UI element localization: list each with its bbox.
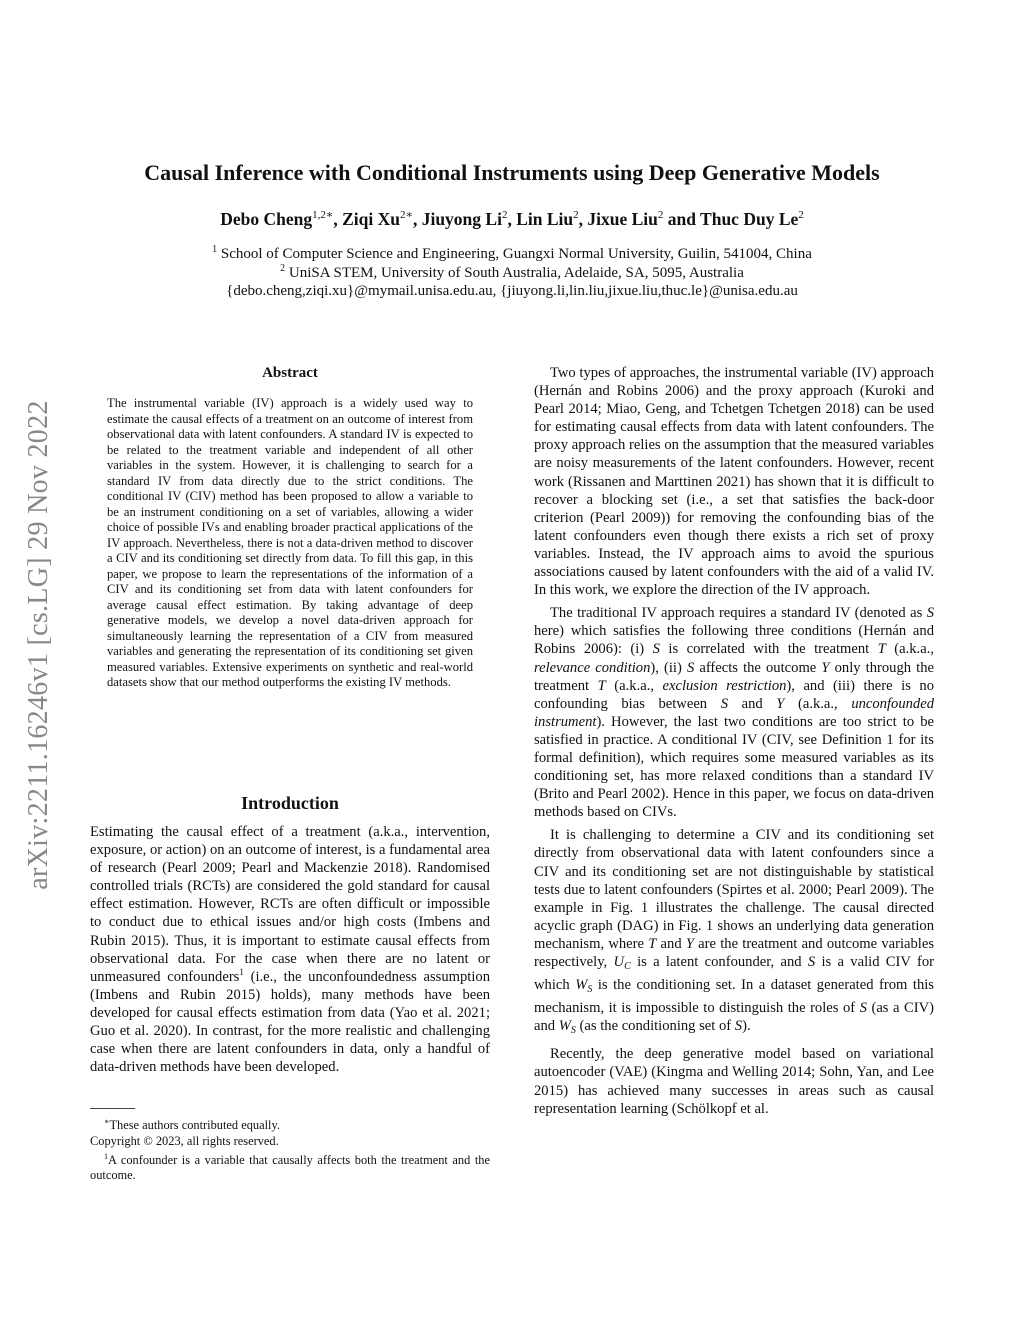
footnote-1 <box>90 1149 490 1184</box>
math-symbol: W <box>558 1018 571 1035</box>
body-text: It is challenging to determine a CIV and its conditioning set directly from observational data with latent confounders since a CIV and its conditioning set are not distinguishable by statistical tests due to latent confounders (Spirtes et al. 2000; Pearl 2009). The example in Fig. 1 illustrates the challenge. The causal directed acyclic graph (DAG) in Fig. 1 shows an underlying data generation mechanism, where <box>534 827 934 952</box>
author-affil-mark: 2 <box>657 209 664 221</box>
paper-title: Causal Inference with Conditional Instruments using Deep Generative Models <box>144 160 880 185</box>
body-paragraph <box>534 826 934 1040</box>
math-symbol: S <box>652 641 660 658</box>
introduction-text: (i.e., the unconfoundedness assumption (Imbens and Rubin 2015) holds), many methods have been developed for causal effects estimation from data (Yao et al. 2021; Guo et al. 2020). In contrast, for the more realistic and challenging case when there are latent confounders in data, only a handful of data-driven methods have been developed. <box>90 968 491 1076</box>
math-symbol: S <box>807 954 816 970</box>
author-name: , Jiuyong Li <box>412 208 502 229</box>
affiliation-text: UniSA STEM, University of South Australia, Adelaide, SA, 5095, Australia <box>285 265 744 281</box>
author-emails: {debo.cheng,ziqi.xu}@mymail.unisa.edu.au, {jiuyong.li,lin.liu,jixue.liu,thuc.le}@unisa.edu.au <box>226 283 798 299</box>
body-text: is correlated with the treatment <box>659 641 878 658</box>
math-symbol: T <box>877 641 886 658</box>
body-text: are the treatment and outcome variables respectively, <box>534 935 935 970</box>
arxiv-identifier-text: arXiv:2211.16246v1 [cs.LG] 29 Nov 2022 <box>23 400 54 890</box>
emphasis-text: exclusion restriction <box>662 677 787 694</box>
author-affil-mark: 2∗ <box>399 209 413 221</box>
body-text: and <box>728 695 777 712</box>
body-paragraph <box>534 604 934 821</box>
copyright-notice: Copyright © 2023, all rights reserved. <box>90 1133 279 1148</box>
math-symbol: T <box>648 935 657 952</box>
body-text: only through the treatment <box>534 659 934 694</box>
math-subscript: C <box>624 961 631 972</box>
author-affil-mark: 2 <box>798 209 804 221</box>
footnote-divider <box>90 1108 135 1109</box>
math-symbol: Y <box>685 935 694 952</box>
author-name: Debo Cheng <box>220 208 313 229</box>
body-paragraph: Recently, the deep generative model based on variational autoencoder (VAE) (Kingma and Welling 2014; Sohn, Yan, and Lee 2015) has achieved many successes in areas such as causal representation learning (Schölkopf et al. <box>534 1046 934 1117</box>
body-text: here) which satisfies the following three conditions (Hernán and Robins 2006): (i) <box>534 623 934 658</box>
math-subscript: S <box>587 984 593 996</box>
math-symbol: S <box>686 659 695 676</box>
affiliation-text: School of Computer Science and Engineering, Guangxi Normal University, Guilin, 541004, China <box>217 246 812 262</box>
body-text: ). <box>742 1018 751 1035</box>
affiliation-mark: 2 <box>280 263 286 274</box>
body-text: (a.k.a., <box>885 641 934 658</box>
body-text: ). However, the last two conditions are too strict to be satisfied in practice. A conditional IV (CIV, see Definition 1 for its formal definition), which requires some measured variables as its conditioning set, has more relaxed conditions than a standard IV (Brito and Pearl 2002). Hence in this paper, we focus on data-driven methods based on CIVs. <box>534 713 934 821</box>
author-name: and Thuc Duy Le <box>663 208 799 229</box>
affiliation-1 <box>60 244 964 263</box>
footnote-mark: ∗ <box>104 1117 110 1126</box>
footnote-text: These authors contributed equally. <box>109 1118 280 1133</box>
author-name: , Jixue Liu <box>578 208 658 229</box>
affiliation-2 <box>60 263 964 282</box>
footnotes <box>90 1114 490 1184</box>
author-affil-mark: 2 <box>501 209 508 221</box>
emphasis-text: unconfounded instrument <box>534 695 934 730</box>
author-list <box>60 208 964 230</box>
arxiv-identifier <box>14 345 64 945</box>
body-text: (a.k.a., <box>605 677 663 694</box>
right-column <box>534 364 934 1123</box>
introduction-text: Estimating the causal effect of a treatment (a.k.a., intervention, exposure, or action) on an outcome of interest, is a fundamental area of research (Pearl 2009; Pearl and Mackenzie 2018). Randomised controlled trials (RCTs) are considered the gold standard for causal effect estimation. However, RCTs are often difficult or impossible to conduct due to ethical issues and/or high costs (Imbens and Rubin 2015). Thus, it is important to estimate causal effects from observational data. For the case when there are no latent or unmeasured confounders <box>90 824 490 985</box>
footnote-mark: 1 <box>104 1151 108 1161</box>
author-affil-mark: 1,2∗ <box>312 209 334 221</box>
math-symbol: S <box>859 1000 867 1017</box>
author-name: , Ziqi Xu <box>333 208 400 229</box>
body-text: affects the outcome <box>694 659 822 676</box>
body-text: is a latent confounder, and <box>630 954 808 970</box>
math-symbol: W <box>575 977 588 994</box>
introduction-paragraph <box>90 823 490 1076</box>
abstract-heading: Abstract <box>262 365 318 381</box>
body-text: (as a CIV) and <box>534 1000 934 1035</box>
body-text: The traditional IV approach requires a standard IV (denoted as <box>550 605 927 622</box>
math-subscript: S <box>570 1025 576 1037</box>
body-text: ), (ii) <box>650 659 687 676</box>
body-text: (as the conditioning set of <box>575 1018 735 1035</box>
footnote-ref: 1 <box>239 966 244 977</box>
affiliation-mark: 1 <box>212 244 218 255</box>
math-symbol: U <box>613 954 625 970</box>
abstract-text: The instrumental variable (IV) approach is a widely used way to estimate the causal effects of a treatment on an outcome of interest from observational data with latent confounders. A standard IV is expected to be related to the treatment variable and independent of all other variables in the system. However, it is challenging to search for a standard IV from data directly due to the strict conditions. The conditional IV (CIV) method has been proposed to allow a variable to be an instrument conditioning on a set of variables, allowing a wider choice of possible IVs and enabling broader practical applications of the IV approach. Nevertheless, there is not a data-driven method to discover a CIV and its conditioning set directly from data. To fill this gap, in this paper, we propose to learn the representations of the information of a CIV and its conditioning set from data with latent confounders for average causal effect estimation. By taking advantage of deep generative models, we develop a novel data-driven approach for simultaneously learning the representation of a CIV from measured variables and generating the representation of its conditioning set given measured variables. Extensive experiments on synthetic and real-world datasets show that our method outperforms the existing IV methods. <box>107 396 473 689</box>
footnote-text: A confounder is a variable that causally affects both the treatment and the outcome. <box>90 1153 490 1183</box>
math-symbol: Y <box>776 695 785 712</box>
body-text: is the conditioning set. In a dataset generated from this mechanism, it is impossible to distinguish the roles of <box>534 977 934 1017</box>
body-text: is a valid CIV for which <box>534 954 935 994</box>
body-text: and <box>656 935 686 952</box>
math-symbol: S <box>734 1018 743 1035</box>
body-text: ), and (iii) there is no confounding bias between <box>534 677 934 712</box>
body-paragraph: Two types of approaches, the instrumental variable (IV) approach (Hernán and Robins 2006) and the proxy approach (Kuroki and Pearl 2014; Miao, Geng, and Tchetgen Tchetgen 2018) can be used for estimating causal effects from data with latent confounders. The proxy approach relies on the assumption that the measured variables are noisy measurements of the latent confounders. However, recent work (Rissanen and Marttinen 2021) has shown that it is difficult to recover a blocking set (i.e., a set that satisfies the back-door criterion (Pearl 2009)) for removing the confounding bias of the latent confounders even though there exists a rich set of proxy variables. Instead, the IV approach aims to avoid the spurious associations caused by latent confounders with the aid of a valid IV. In this work, we explore the direction of the IV approach. <box>534 365 934 599</box>
emphasis-text: relevance condition <box>534 659 651 676</box>
math-symbol: T <box>597 677 606 694</box>
footnote-equal-contribution <box>90 1114 490 1134</box>
author-affil-mark: 2 <box>573 209 579 221</box>
body-text: (a.k.a., <box>784 695 852 712</box>
author-name: , Lin Liu <box>507 208 574 229</box>
introduction-heading: Introduction <box>241 793 339 813</box>
math-symbol: S <box>720 695 728 712</box>
math-symbol: S <box>926 605 934 622</box>
math-symbol: Y <box>821 659 830 676</box>
